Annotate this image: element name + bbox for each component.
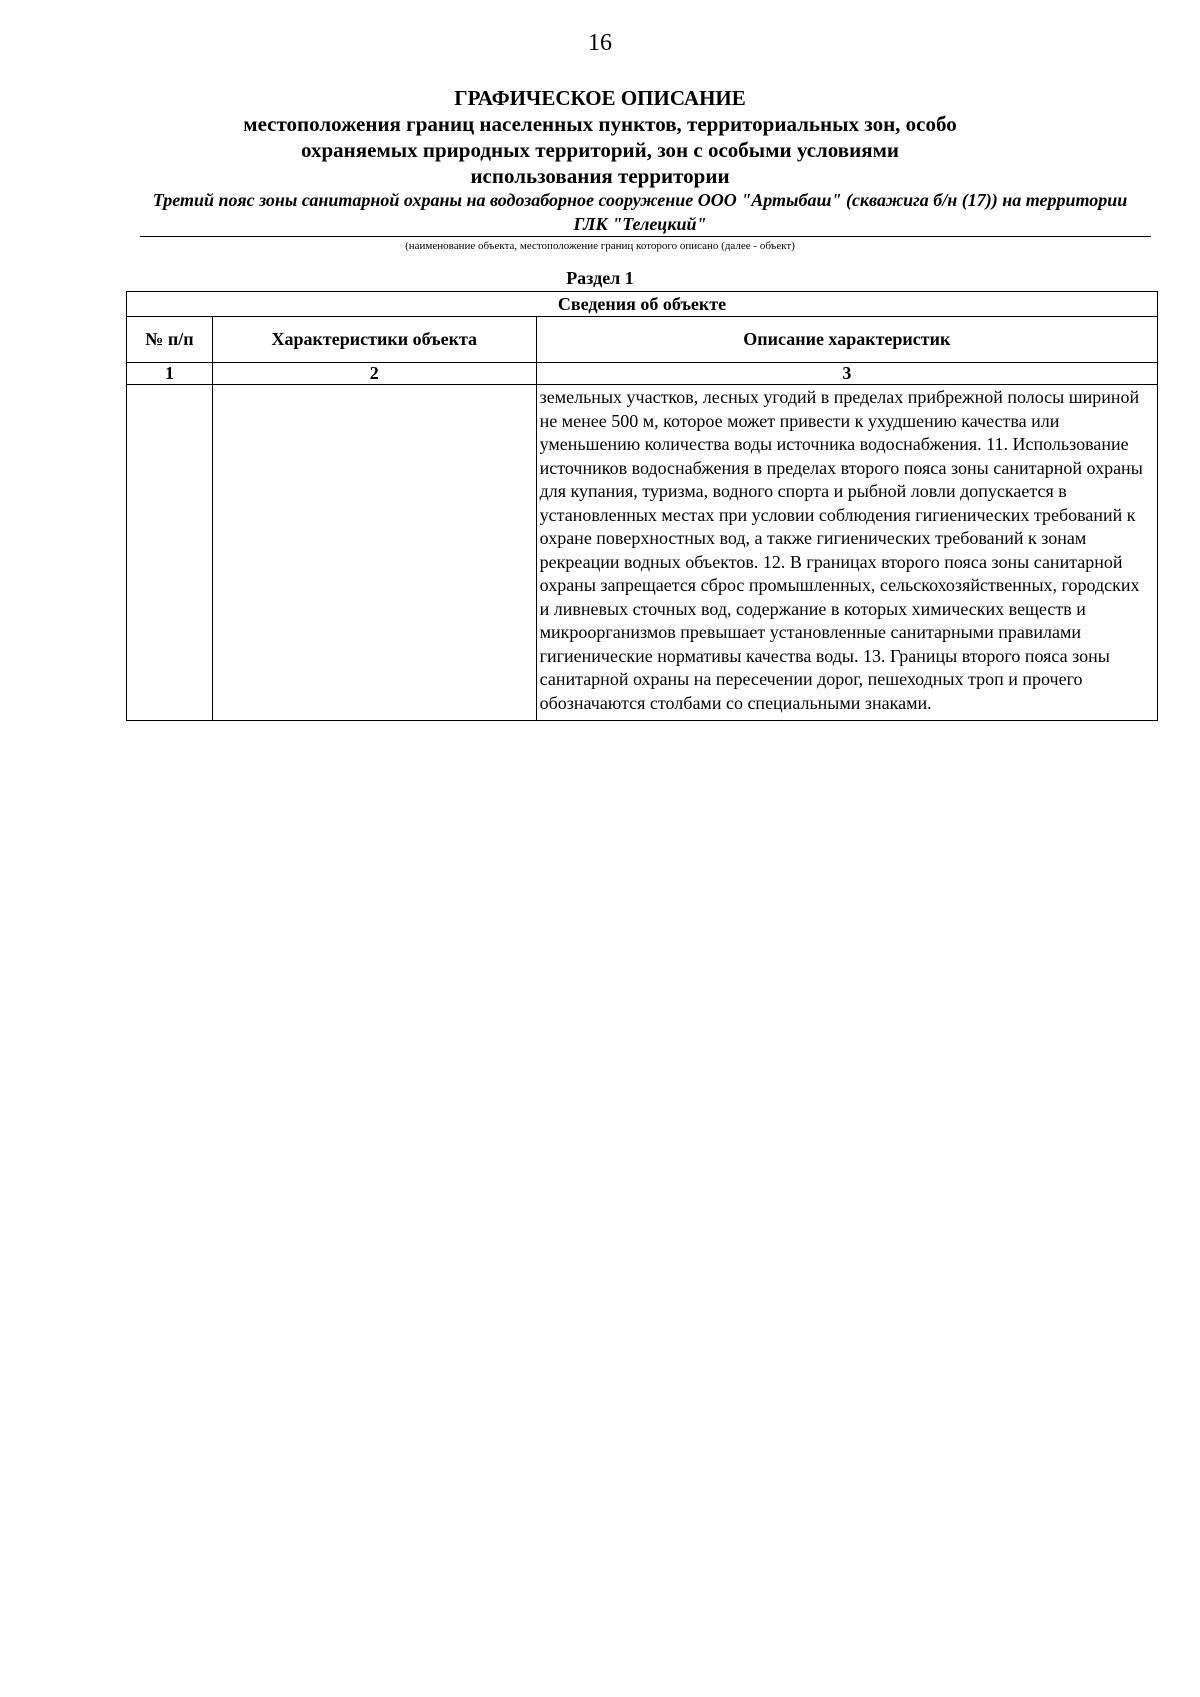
column-header-characteristics: Характеристики объекта (212, 317, 536, 363)
row-description-cell: земельных участков, лесных угодий в пределах прибрежной полосы шириной не менее 500 м, которое может привести к ухудшению качества или уменьшению количества воды источника водоснабжения. 11. Использование источников водоснабжения в пределах второго пояса зоны санитарной охраны для купания, туризма, водного спорта и рыбной ловли допускается в установленных местах при условии соблюдения гигиенических требований к охране поверхностных вод, а также гигиенических требований к зонам рекреации водных объектов. 12. В границах второго пояса зоны санитарной охраны запрещается сброс промышленных, сельскохозяйственных, городских и ливневых сточных вод, содержание в которых химических веществ и микроорганизмов превышает установленные санитарными правилами гигиенические нормативы качества воды. 13. Границы второго пояса зоны санитарной охраны на пересечении дорог, пешеходных троп и прочего обозначаются столбами со специальными знаками. (536, 385, 1157, 721)
section-label: Раздел 1 (566, 268, 634, 288)
column-header-number: № п/п (127, 317, 213, 363)
document-subtitle: местоположения границ населенных пунктов, территориальных зон, особо охраняемых природных территорий, зон с особыми условиями использования территории (243, 112, 957, 188)
document-title: ГРАФИЧЕСКОЕ ОПИСАНИЕ (454, 86, 746, 110)
row-characteristic-cell (212, 385, 536, 721)
page-number: 16 (588, 30, 612, 56)
table-column-numbers-row (127, 363, 1158, 385)
row-number-cell (127, 385, 213, 721)
table-caption-row (127, 292, 1158, 317)
column-header-description: Описание характеристик (536, 317, 1157, 363)
document-heading (0, 85, 1200, 189)
column-number-2: 2 (212, 363, 536, 385)
object-name: Третий пояс зоны санитарной охраны на водозаборное сооружение ООО "Артыбаш" (скважига б/н (17)) на территории ГЛК "Телецкий" (152, 190, 1128, 234)
object-info-table (126, 291, 1158, 721)
table-header-row (127, 317, 1158, 363)
column-number-3: 3 (536, 363, 1157, 385)
object-name-underline (140, 236, 1151, 237)
column-number-1: 1 (127, 363, 213, 385)
object-caption: (наименование объекта, местоположение границ которого описано (далее - объект) (405, 240, 795, 252)
table-row (127, 385, 1158, 721)
table-caption: Сведения об объекте (127, 292, 1158, 317)
